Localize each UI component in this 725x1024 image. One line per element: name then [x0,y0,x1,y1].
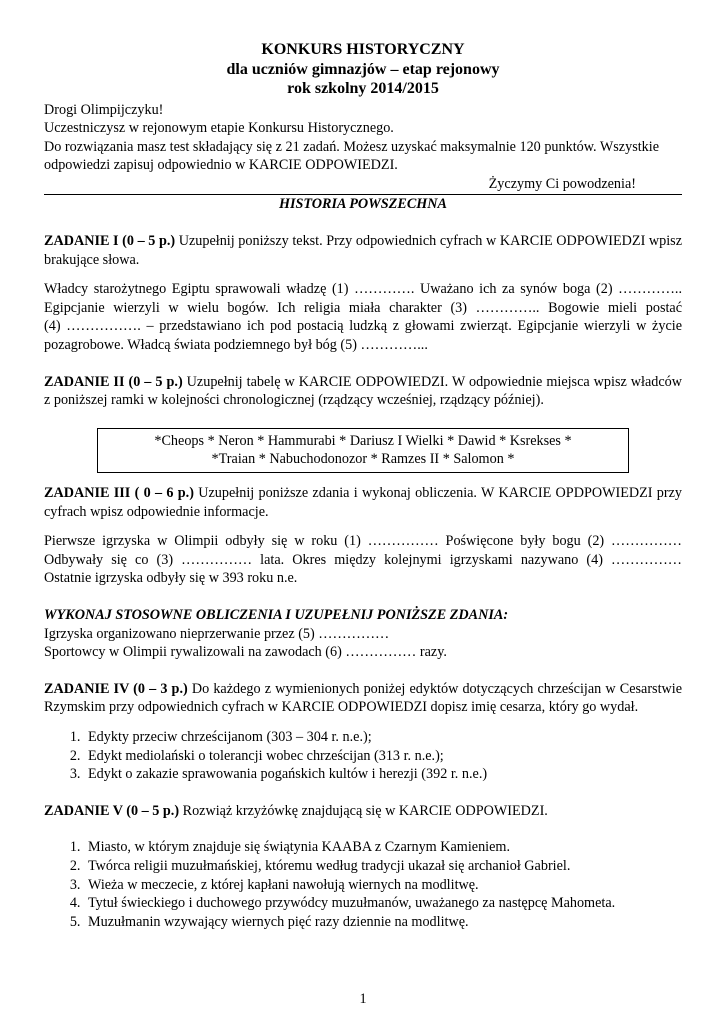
task-3-line-1: Pierwsze igrzyska w Olimpii odbyły się w roku (1) …………… Poświęcone były bogu (2) …………… [44,533,682,550]
task-3-line-3: Ostatnie igrzyska odbyły się w 393 roku n.e. [44,570,298,587]
task-3-instruction-text: Uzupełnij poniższe zdania i wykonaj obliczenia. W KARCIE OPDPOWIEDZI przy cyfrach wpisz odpowiednie informacje. [44,485,682,520]
list-item: 1. Edykty przeciw chrześcijanom (303 – 304 r. n.e.); [84,728,682,747]
task-3-instruction [44,484,682,521]
edicts-list [44,728,682,784]
list-item: 3. Wieża w meczecie, z której kapłani nawołują wiernych na modlitwę. [84,876,682,895]
task-1-label: ZADANIE I (0 – 5 p.) [44,233,176,250]
task-3-text [44,532,682,588]
document-page [44,40,683,1007]
intro-wish: Życzymy Ci powodzenia! [488,175,636,192]
task-3-calc-heading: WYKONAJ STOSOWNE OBLICZENIA I UZUPEŁNIJ PONIŻSZE ZDANIA: [44,606,509,623]
task-4-label: ZADANIE IV (0 – 3 p.) [44,680,188,697]
task-1-text [44,280,682,354]
task-5-label: ZADANIE V (0 – 5 p.) [44,802,180,819]
task-1-instruction [44,232,682,269]
task-2-instruction [44,373,682,410]
rulers-box-line-2: *Traian * Nabuchodonozor * Ramzes II * Salomon * [211,451,515,468]
intro-greeting: Drogi Olimpijczyku! [44,101,164,118]
list-item: 1. Miasto, w którym znajduje się świątynia KAABA z Czarnym Kamieniem. [84,838,682,857]
task-1-instruction-text: Uzupełnij poniższy tekst. Przy odpowiednich cyfrach w KARCIE ODPOWIEDZI wpisz brakujące słowa. [44,233,682,268]
section-title: HISTORIA POWSZECHNA [278,196,448,213]
intro-line-2: Do rozwiązania masz test składający się z 21 zadań. Możesz uzyskać maksymalnie 120 punktów. Wszystkie [44,138,659,155]
title-line-3: rok szkolny 2014/2015 [287,80,439,97]
task-1-line-4: pozagrobowe. Władcą świata podziemnego był bóg (5) …………... [44,337,428,354]
title-line-2: dla uczniów gimnazjów – etap rejonowy [226,60,500,78]
intro-line-3: odpowiedzi zapisuj odpowiednio w KARCIE ODPOWIEDZI. [44,157,398,174]
list-item: 2. Edykt mediolański o tolerancji wobec chrześcijan (313 r. n.e.); [84,747,682,766]
task-5-instruction-text: Rozwiąż krzyżówkę znajdującą się w KARCIE ODPOWIEDZI. [179,802,548,819]
task-4-instruction-text: Do każdego z wymienionych poniżej edyktów dotyczących chrześcijan w Cesarstwie Rzymskim przy odpowiednich cyfrach w KARCIE ODPOWIEDZI dopisz imię cesarza, który go wydał. [44,680,683,716]
task-3-label: ZADANIE III ( 0 – 6 p.) [44,485,194,501]
task-1-line-3: (4) ……………. – przedstawiano ich pod postacią ludzką z głowami zwierząt. Egipcjanie wierzyli w życie [44,318,682,335]
task-3-calc-1: Igrzyska organizowano nieprzerwanie przez (5) …………… [44,625,390,642]
task-2-instruction-text: Uzupełnij tabelę w KARCIE ODPOWIEDZI. W odpowiednie miejsca wpisz władców z poniższej ramki w kolejności chronologicznej (rządzący wcześniej, rządzący później). [44,373,682,409]
list-item: 4. Tytuł świeckiego i duchowego przywódcy muzułmanów, uważanego za następcę Mahometa. [84,894,682,913]
crossword-clues-list [44,838,682,931]
task-5-instruction [44,802,682,821]
list-item: 2. Twórca religii muzułmańskiej, któremu według tradycji ukazał się archanioł Gabriel. [84,857,682,876]
task-2-label: ZADANIE II (0 – 5 p.) [44,373,183,390]
intro-line-1: Uczestniczysz w rejonowym etapie Konkursu Historycznego. [44,120,394,137]
intro-block [44,101,682,194]
list-item: 5. Muzułmanin wzywający wiernych pięć razy dziennie na modlitwę. [84,913,682,932]
page-number: 1 [359,991,367,1007]
task-1-line-2: Egipcjanie wierzyli w wielu bogów. Ich religia miała charakter (3) ………….. Bogowie mieli postać [44,299,682,316]
task-3-line-2: Odbywały się co (3) …………… lata. Okres między kolejnymi igrzyskami nazywano (4) …………… [44,551,682,568]
task-3-calc-2: Sportowcy w Olimpii rywalizowali na zawodach (6) …………… razy. [44,644,447,661]
rulers-box [97,428,629,473]
rulers-box-line-1: *Cheops * Neron * Hammurabi * Dariusz I Wielki * Dawid * Ksrekses * [154,432,572,449]
task-1-line-1: Władcy starożytnego Egiptu sprawowali władzę (1) …………. Uważano ich za synów boga (2) ………….. [44,281,682,298]
title-line-1: KONKURS HISTORYCZNY [261,41,465,58]
task-4-instruction [44,680,682,717]
list-item: 3. Edykt o zakazie sprawowania pogańskich kultów i herezji (392 r. n.e.) [84,765,682,784]
